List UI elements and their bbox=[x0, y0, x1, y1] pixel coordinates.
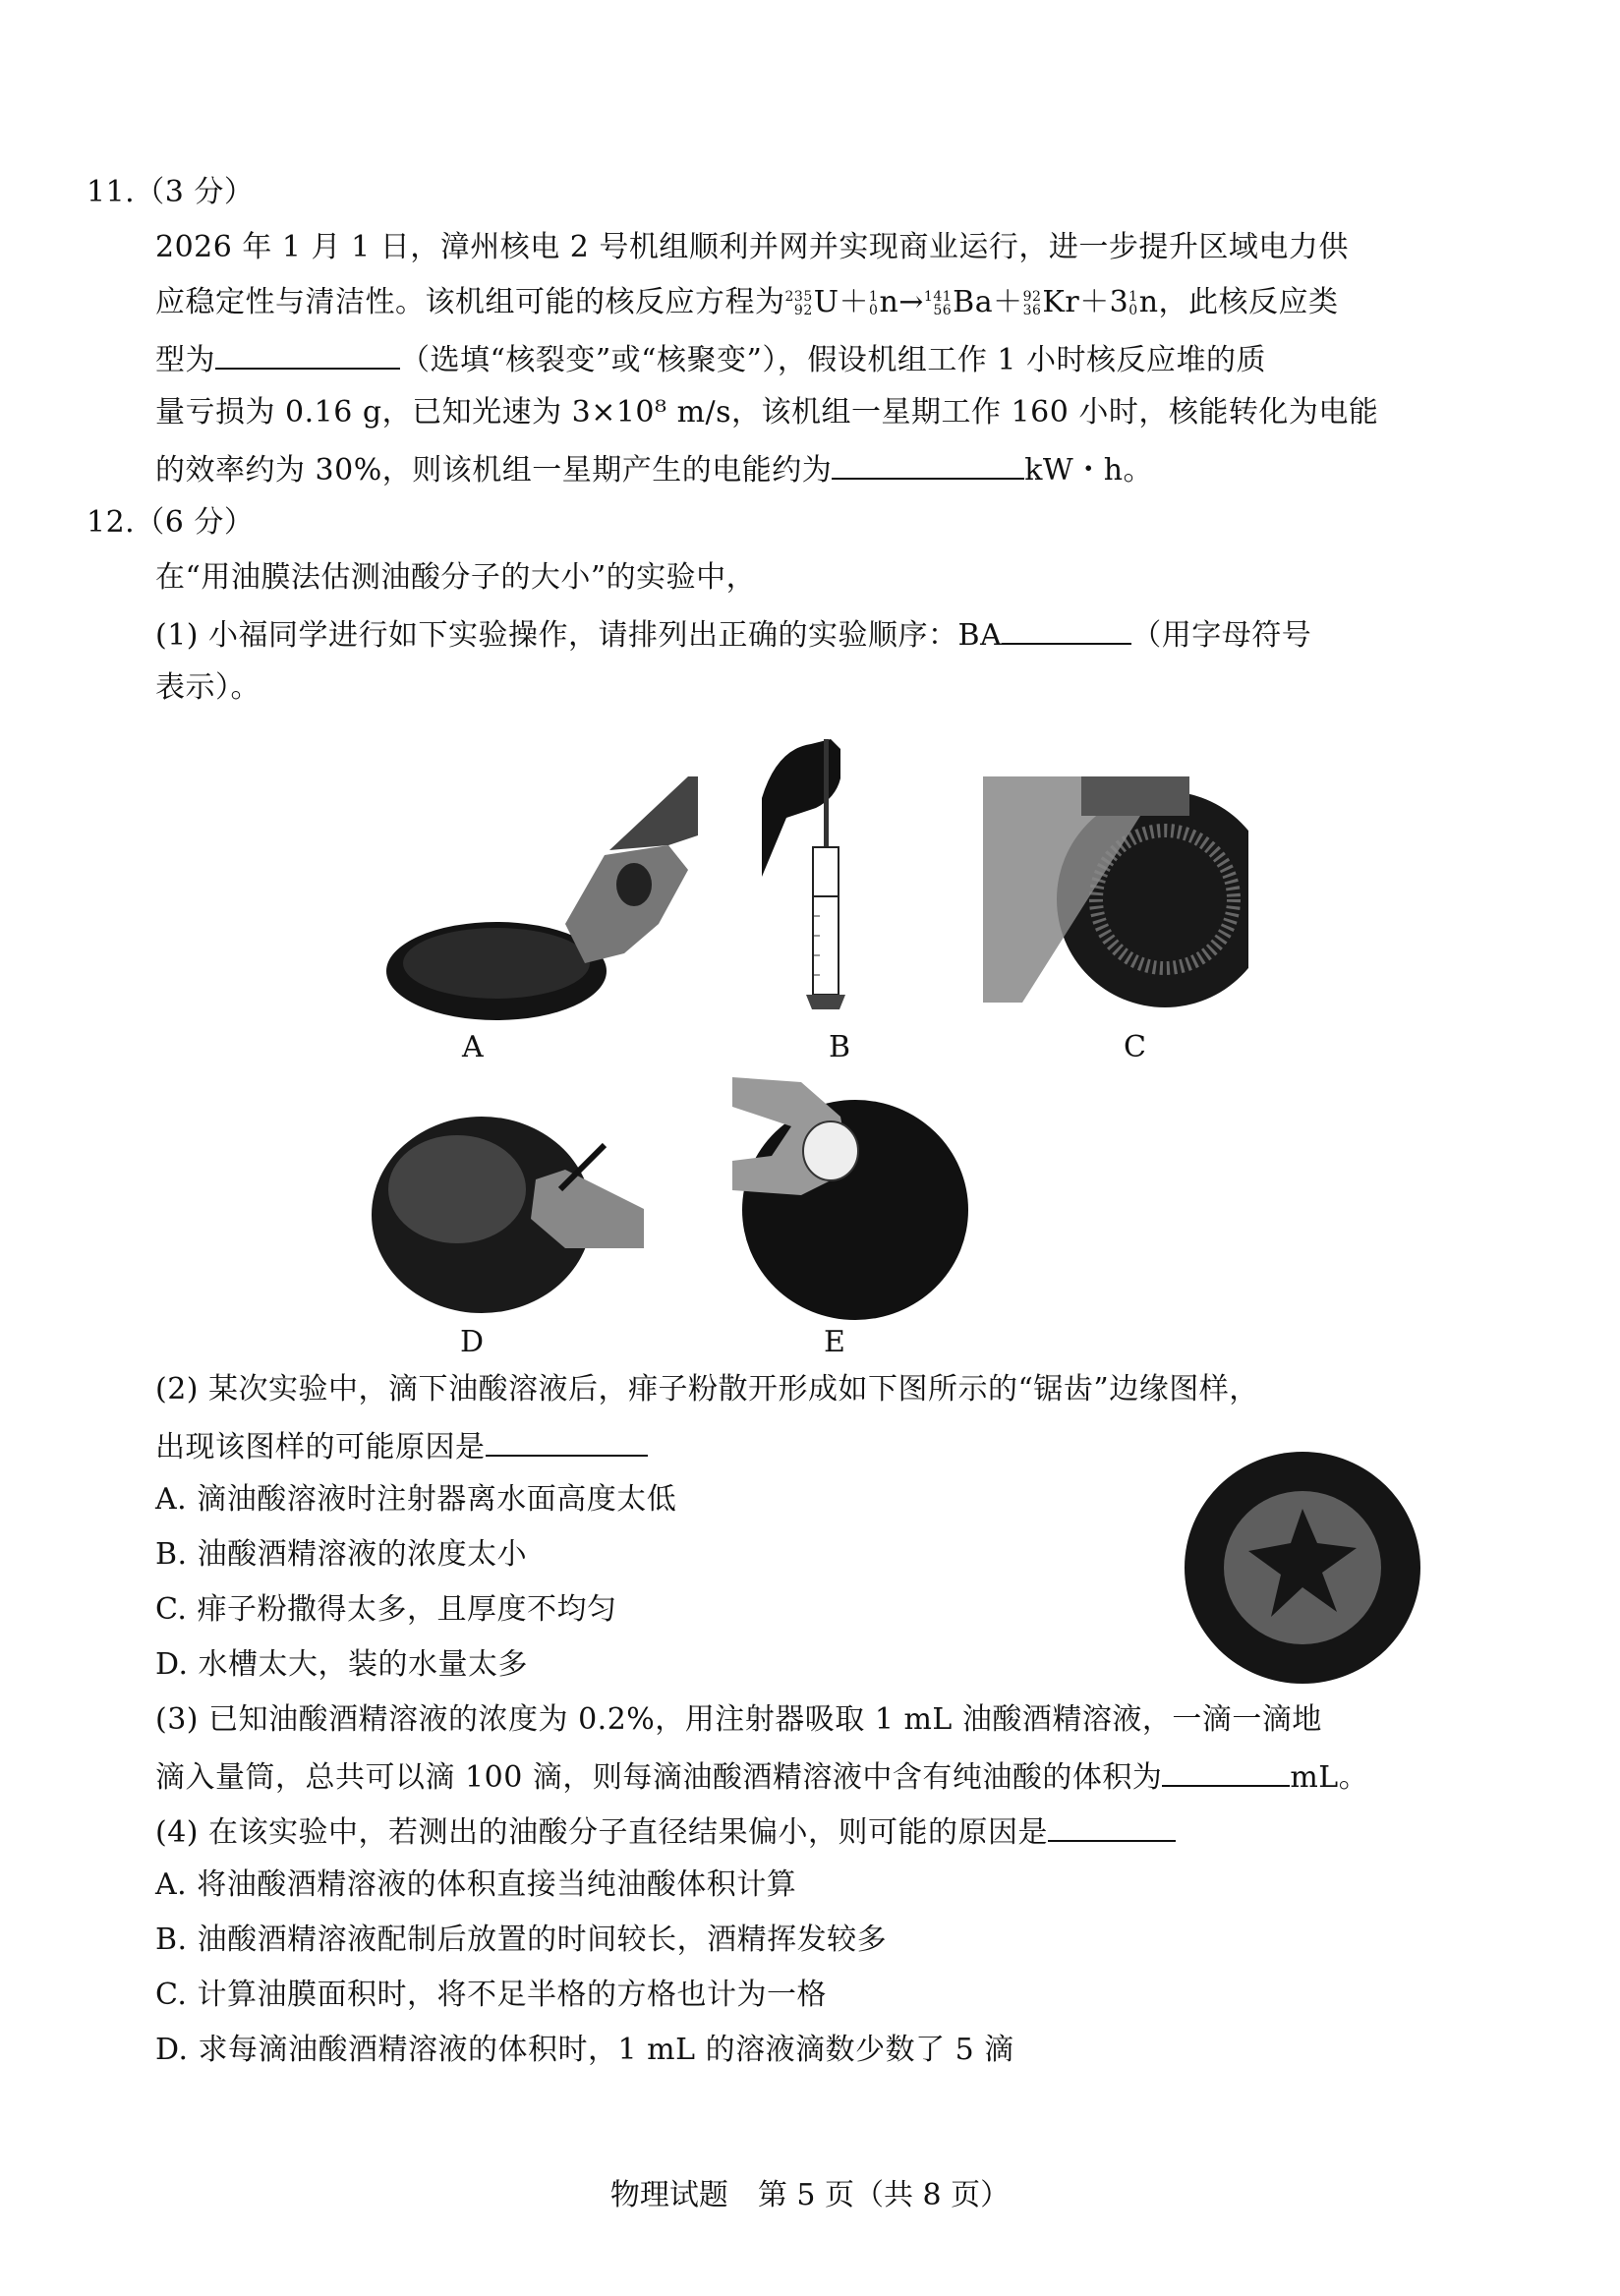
figure-c-sprinkling-powder bbox=[983, 776, 1248, 1022]
q12-part2-option-d: D. 水槽太大，装的水量太多 bbox=[155, 1647, 529, 1682]
q11-number: 11. bbox=[87, 175, 136, 209]
figure-label-a: A bbox=[462, 1030, 484, 1064]
q12-part2-line1: (2) 某次实验中，滴下油酸溶液后，痱子粉散开形成如下图所示的“锯齿”边缘图样， bbox=[155, 1372, 1259, 1406]
q12-part1-line2: 表示）。 bbox=[155, 670, 260, 705]
figure-label-c: C bbox=[1124, 1030, 1146, 1064]
q11-line1: 2026 年 1 月 1 日，漳州核电 2 号机组顺利并网并实现商业运行，进一步提升区域电力供 bbox=[155, 230, 1349, 264]
q12-part4-line1: (4) 在该实验中，若测出的油酸分子直径结果偏小，则可能的原因是 bbox=[155, 1810, 1176, 1853]
q12-part3-line2: 滴入量筒，总共可以滴 100 滴，则每滴油酸酒精溶液中含有纯油酸的体积为 mL。 bbox=[155, 1755, 1368, 1798]
figure-label-d: D bbox=[460, 1325, 485, 1359]
page-footer: 物理试题 第 5 页（共 8 页） bbox=[609, 2178, 1011, 2212]
figure-label-b: B bbox=[829, 1030, 851, 1064]
answer-blank-order[interactable] bbox=[1002, 613, 1131, 645]
figure-e-dropping-solution bbox=[732, 1077, 973, 1323]
q12-part2-line2: 出现该图样的可能原因是 bbox=[155, 1425, 648, 1467]
q12-points: （6 分） bbox=[135, 505, 255, 540]
q12-header bbox=[87, 503, 254, 543]
q12-intro: 在“用油膜法估测油酸分子的大小”的实验中， bbox=[155, 560, 757, 595]
q11-points: （3 分） bbox=[135, 175, 255, 209]
answer-blank-part2[interactable] bbox=[486, 1425, 648, 1457]
answer-blank-reaction-type[interactable] bbox=[215, 338, 400, 370]
q12-part2-option-b: B. 油酸酒精溶液的浓度太小 bbox=[155, 1537, 528, 1572]
q12-part4-option-d: D. 求每滴油酸酒精溶液的体积时，1 mL 的溶液滴数少数了 5 滴 bbox=[155, 2033, 1014, 2067]
q12-part2-option-c: C. 痱子粉撒得太多，且厚度不均匀 bbox=[155, 1592, 617, 1627]
q12-part4-option-b: B. 油酸酒精溶液配制后放置的时间较长，酒精挥发较多 bbox=[155, 1923, 888, 1957]
figure-a-pouring-water bbox=[374, 776, 698, 1022]
figure-d-drawing-outline bbox=[369, 1091, 644, 1327]
q11-header bbox=[87, 173, 254, 212]
q12-part4-option-c: C. 计算油膜面积时，将不足半格的方格也计为一格 bbox=[155, 1978, 827, 2012]
q12-part2-option-a: A. 滴油酸溶液时注射器离水面高度太低 bbox=[155, 1482, 677, 1517]
q12-number: 12. bbox=[87, 505, 136, 540]
q12-part1-line1: (1) 小福同学进行如下实验操作，请排列出正确的实验顺序：BA （用字母符号 bbox=[155, 613, 1311, 656]
q11-line4: 量亏损为 0.16 g，已知光速为 3×10⁸ m/s，该机组一星期工作 160 小时，核能转化为电能 bbox=[155, 395, 1379, 430]
q12-part3-line1: (3) 已知油酸酒精溶液的浓度为 0.2%，用注射器吸取 1 mL 油酸酒精溶液，一滴一滴地 bbox=[155, 1702, 1322, 1737]
nuclear-equation: 235 92 U＋ 1 0 n→ 141 56 Ba＋ 92 36 Kr＋3 1 0 n bbox=[784, 285, 1159, 319]
answer-blank-volume[interactable] bbox=[1162, 1755, 1290, 1787]
answer-blank-energy[interactable] bbox=[832, 448, 1024, 480]
answer-blank-part4[interactable] bbox=[1048, 1810, 1176, 1842]
q11-line2: 应稳定性与清洁性。该机组可能的核反应方程为 235 92 U＋ 1 0 n→ 141 56 Ba＋ 92 36 Kr＋3 1 0 n，此核反应类 bbox=[155, 285, 1339, 319]
figure-b-syringe bbox=[757, 739, 895, 1034]
q11-line5: 的效率约为 30%，则该机组一星期产生的电能约为 kW・h。 bbox=[155, 448, 1153, 490]
q11-line3: 型为 （选填“核裂变”或“核聚变”），假设机组工作 1 小时核反应堆的质 bbox=[155, 338, 1266, 380]
q12-part4-option-a: A. 将油酸酒精溶液的体积直接当纯油酸体积计算 bbox=[155, 1867, 797, 1902]
figure-label-e: E bbox=[824, 1325, 845, 1359]
figure-sawtooth-pattern bbox=[1175, 1445, 1430, 1691]
